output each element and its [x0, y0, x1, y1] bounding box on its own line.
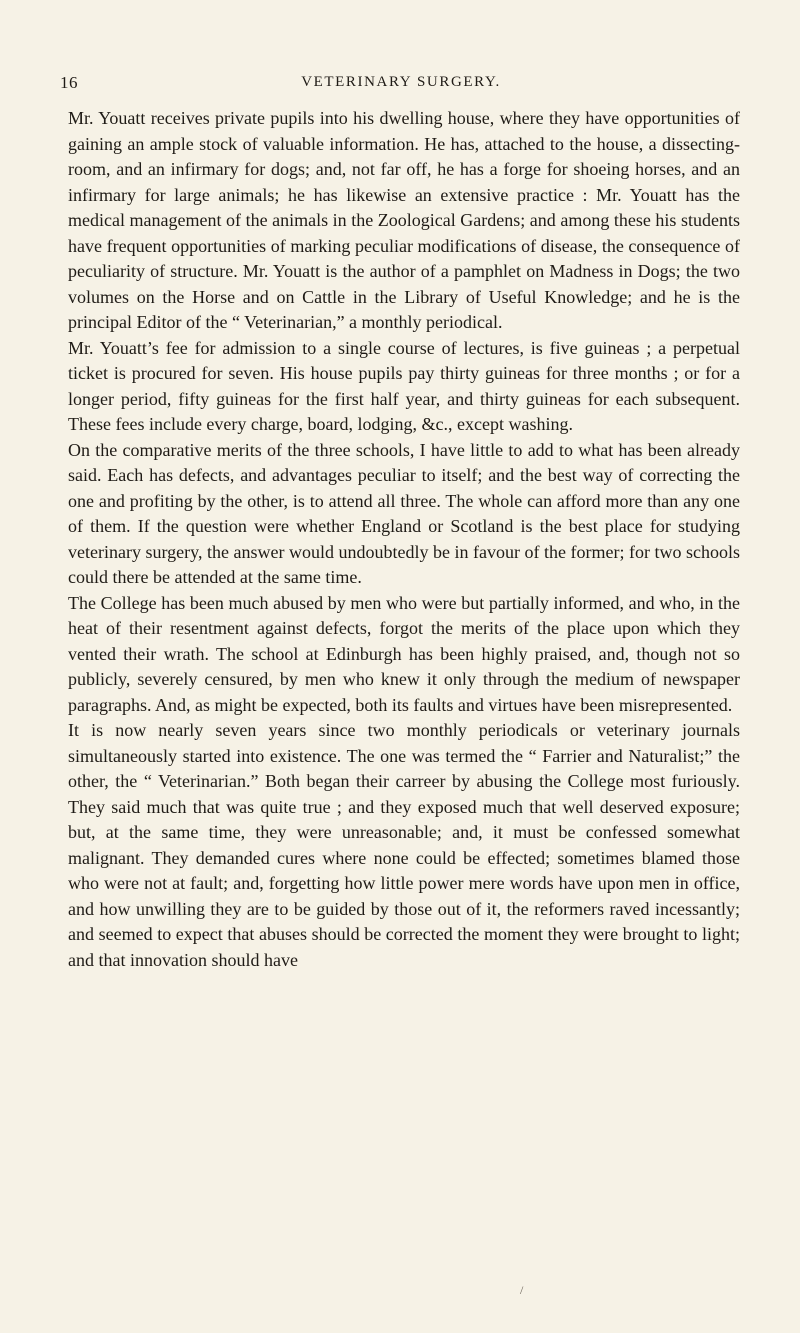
paragraph-youatt-fees: Mr. Youatt’s fee for admission to a single course of lectures, is five guineas ; a perpetual ticket is procured for seven. His house pupils pay thirty guineas for three months ; or for a longer period, fifty guineas for the first half year, and thirty guineas for each subsequent. These fees include every charge, board, lodging, &c., except washing.	[68, 337, 740, 434]
paragraph-veterinary-journals: It is now nearly seven years since two monthly periodicals or veterinary journals simultaneously started into existence. The one was termed the “ Farrier and Naturalist;” the other, the “ Veterinarian.” Both began their carreer by abusing the College most furiously. They said much that was quite true ; and they exposed much that well deserved exposure; but, at the same time, they were unreasonable; and, it must be confessed somewhat malignant. They demanded cures where none could be effected; sometimes blamed those who were not at fault; and, forgetting how little power mere words have upon men in office, and how unwilling they are to be guided by those out of it, the reformers raved incessantly; and seemed to expect that abuses should be corrected the moment they were brought to light; and that innovation should have	[68, 720, 740, 970]
running-head: VETERINARY SURGERY.	[301, 74, 501, 90]
page-number: 16	[60, 73, 78, 92]
paragraph-comparative-merits: On the comparative merits of the three schools, I have little to add to what has been already said. Each has defects, and advantages peculiar to itself; and the best way of correcting the one and profiting by the other, is to attend all three. The whole can afford more than any one of them. If the question were whether England or Scotland is the best place for studying veterinary surgery, the answer would undoubtedly be in favour of the former; for two schools could there be attended at the same time.	[68, 439, 740, 587]
paragraph-college-abused: The College has been much abused by men who were but partially informed, and who, in the heat of their resentment against defects, forgot the merits of the place upon which they vented their wrath. The school at Edinburgh has been highly praised, and, though not so publicly, severely censured, by men who knew it only through the medium of newspaper paragraphs. And, as might be expected, both its faults and virtues have been misrepresented.	[68, 592, 740, 715]
page-header	[60, 73, 742, 99]
paragraph-youatt-pupils: Mr. Youatt receives private pupils into his dwelling house, where they have opportunities of gaining an ample stock of valuable information. He has, attached to the house, a dissecting-room, and an infirmary for dogs; and, not far off, he has a forge for shoeing horses, and an infirmary for large animals; he has likewise an extensive practice : Mr. Youatt has the medical management of the animals in the Zoological Gardens; and among these his students have frequent opportunities of marking peculiar modifications of disease, the consequence of peculiarity of structure. Mr. Youatt is the author of a pamphlet on Madness in Dogs; the two volumes on the Horse and on Cattle in the Library of Useful Knowledge; and he is the principal Editor of the “ Veterinarian,” a monthly periodical.	[68, 108, 740, 332]
stray-mark: /	[520, 1283, 524, 1297]
body-text	[68, 106, 740, 973]
